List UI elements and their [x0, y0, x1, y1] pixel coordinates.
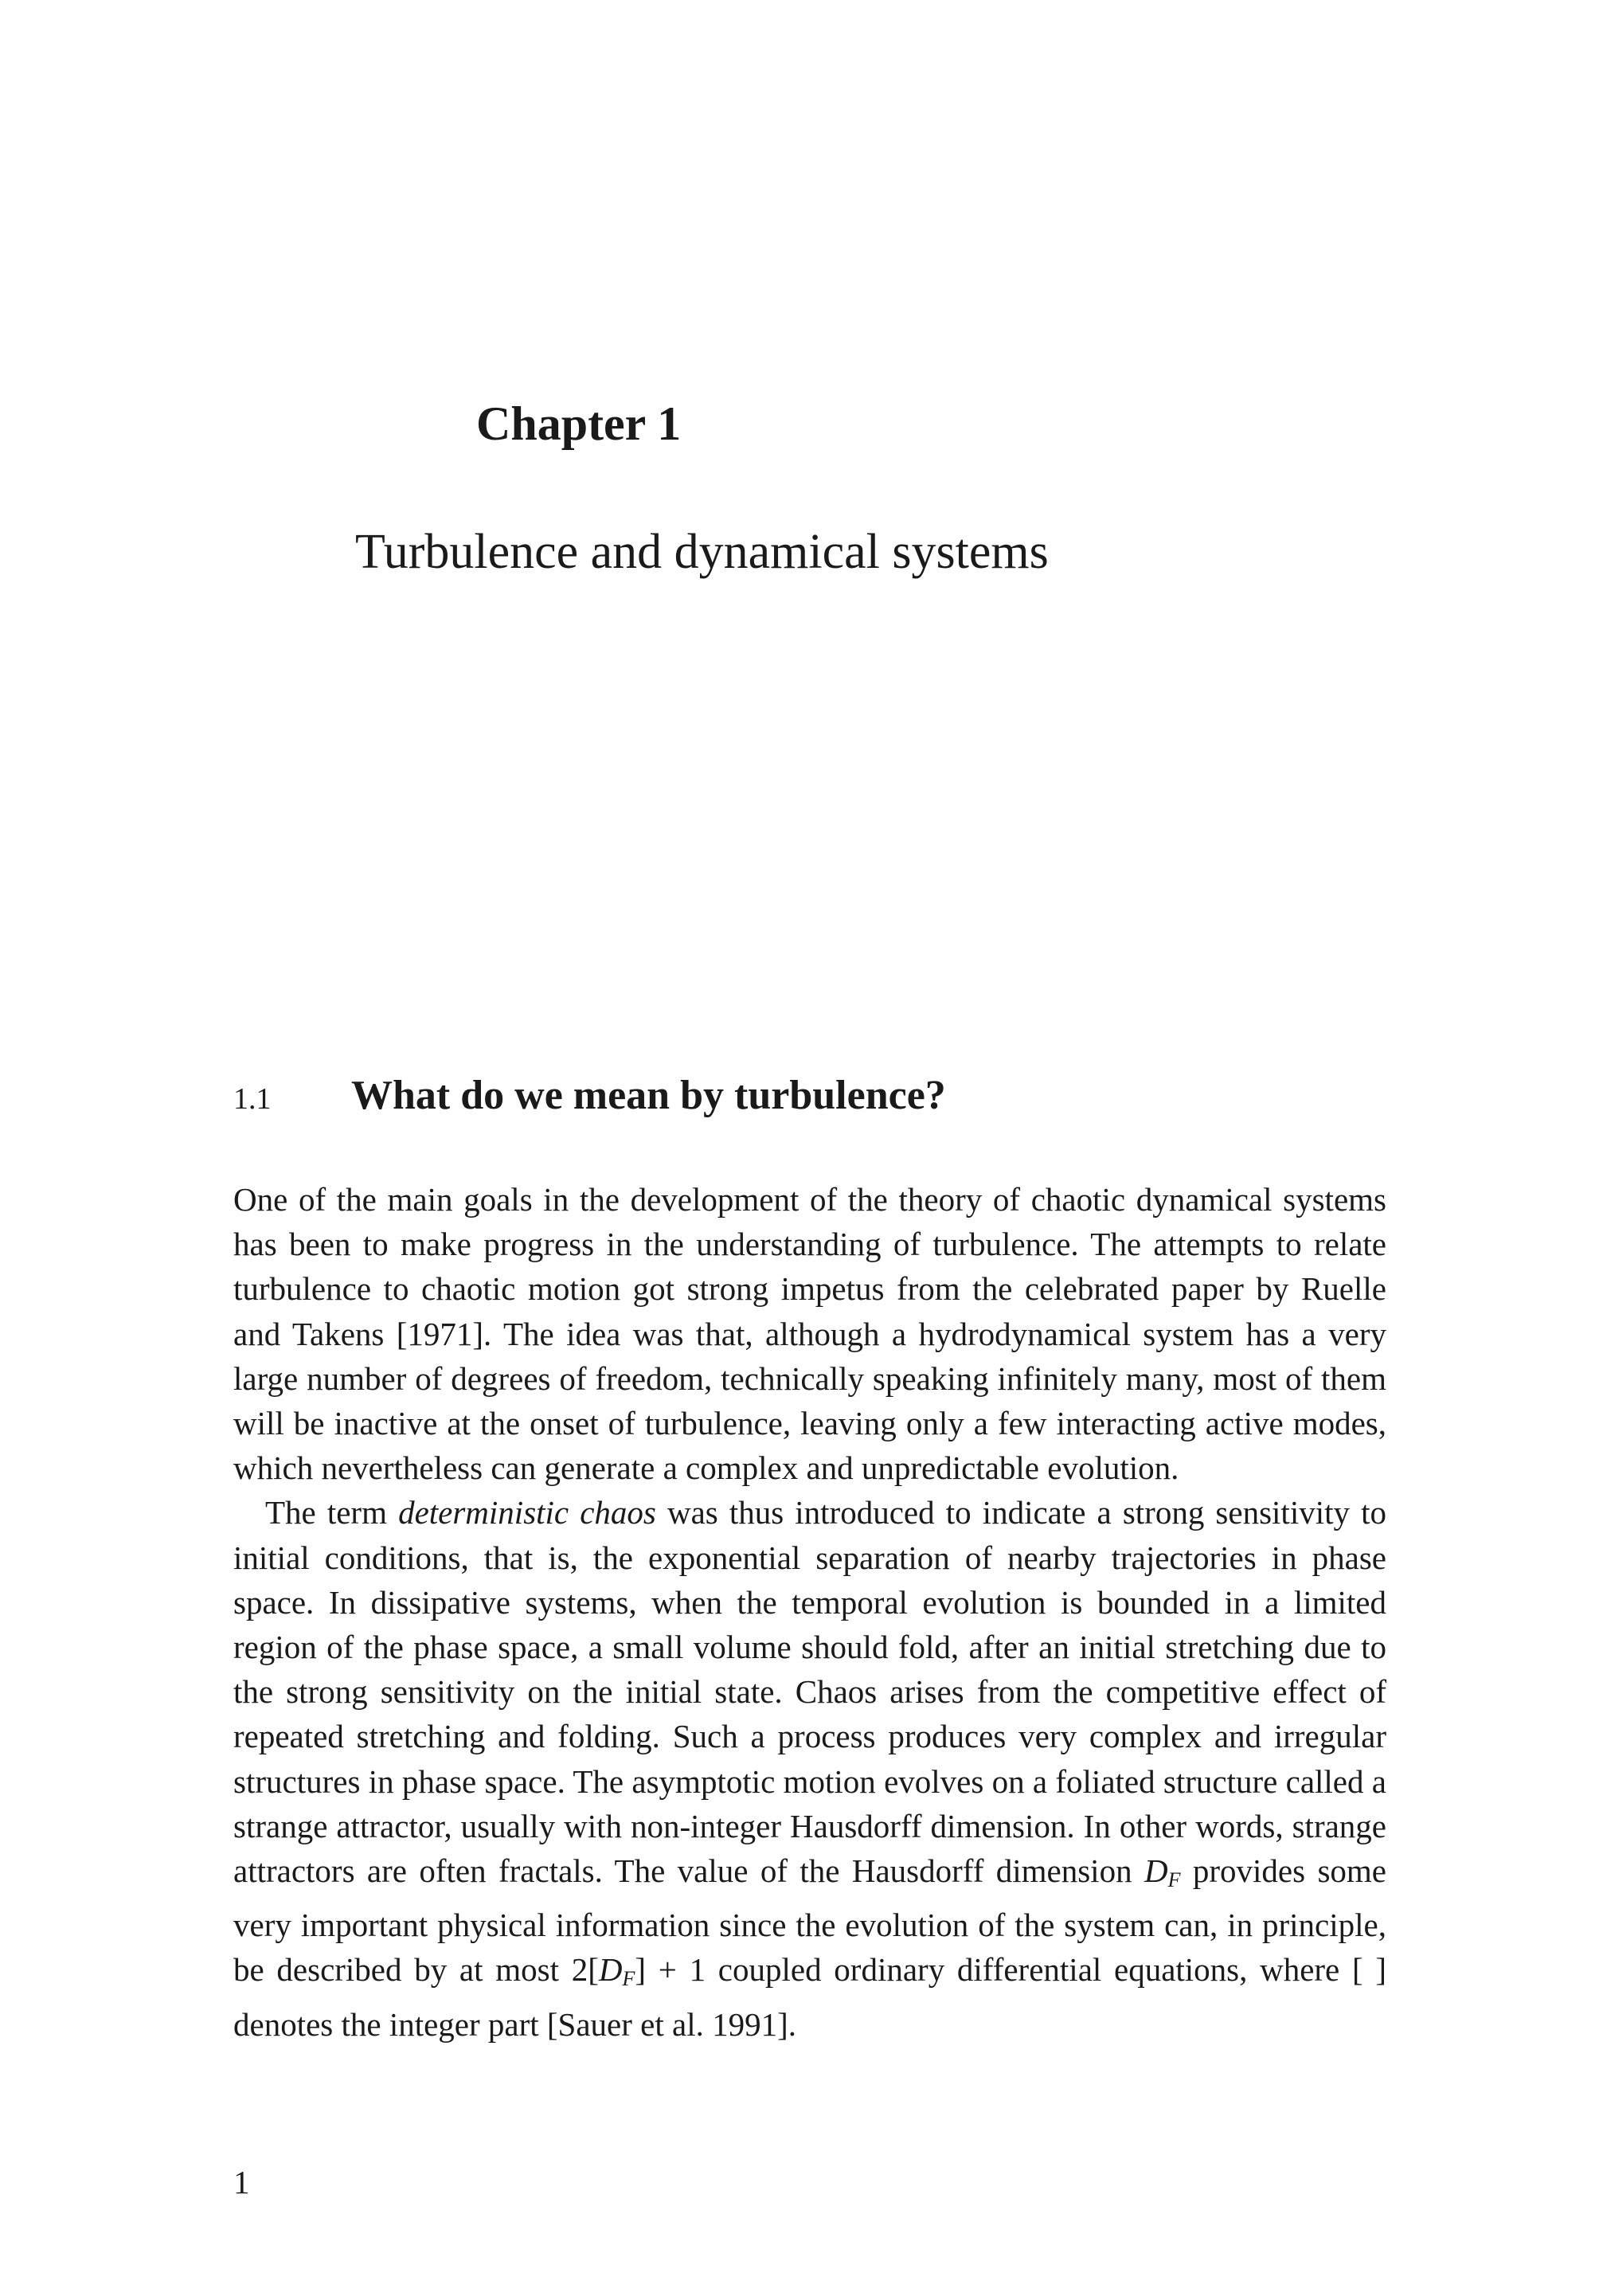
paragraph-2-part-1: was thus introduced to indicate a strong sensitivity to initial conditions, that is, the exponential separation of nearby trajectories in phase space. In dissipative systems, when the temporal evolution is bounded in a limited region of the phase space, a small volume should fold, after an initial stretching due to the strong sensitivity on the initial state. Chaos arises from the competitive effect of repeated stretching and folding. Such a process produces very complex and irregular structures in phase space. The asymptotic motion evolves on a foliated structure called a strange attractor, usually with non-integer Hausdorff dimension. In other words, strange attractors are often fractals. The value of the Hausdorff dimension: [233, 1494, 1386, 1890]
math-subscript-f: F: [622, 1967, 635, 1991]
math-equation-count: [571, 1951, 706, 1991]
emphasis-deterministic-chaos: deterministic chaos: [398, 1494, 656, 1531]
body-text: [233, 1177, 1386, 2047]
paragraph-2-part-2: provides some very important physical information since the evolution of the system can, in principle, be described by at most: [233, 1852, 1386, 1989]
section-heading: [233, 1075, 946, 1117]
paragraph-2: [233, 1490, 1386, 2046]
page-number: 1: [233, 2164, 250, 2200]
math-hausdorff-dimension: [1144, 1852, 1181, 1892]
math-subscript-f: F: [1167, 1868, 1181, 1892]
chapter-label: Chapter 1: [476, 397, 682, 450]
paragraph-2-part-3: coupled ordinary differential equations, where [ ] denotes the integer part [Sauer et al. 1991].: [233, 1951, 1386, 2043]
chapter-title: Turbulence and dynamical systems: [355, 525, 1049, 579]
math-symbol-d: D: [1144, 1852, 1168, 1890]
math-prefix: 2[: [571, 1951, 599, 1989]
math-suffix: ] + 1: [635, 1951, 706, 1989]
paragraph-1: One of the main goals in the development of the theory of chaotic dynamical systems has been to make progress in the understanding of turbulence. The attempts to relate turbulence to chaotic motion got strong impetus from the celebrated paper by Ruelle and Takens [1971]. The idea was that, although a hydrodynamical system has a very large number of degrees of freedom, technically speaking infinitely many, most of them will be inactive at the onset of turbulence, leaving only a few interacting active modes, which nevertheless can generate a complex and unpredictable evolution.: [233, 1181, 1386, 1487]
section-title: What do we mean by turbulence?: [351, 1073, 946, 1118]
paragraph-2-lead: The term: [265, 1494, 399, 1531]
math-symbol-d: D: [598, 1951, 623, 1989]
section-number: 1.1: [233, 1082, 272, 1116]
